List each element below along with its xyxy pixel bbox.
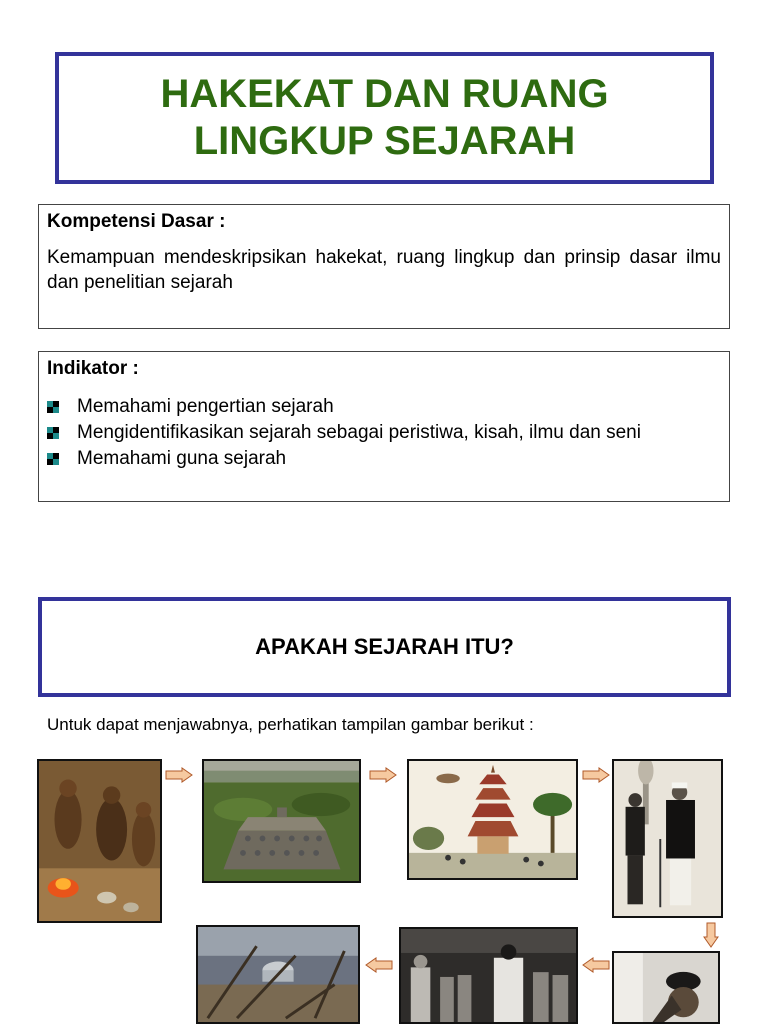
kompetensi-text: Kemampuan mendeskripsikan hakekat, ruang lingkup dan prinsip dasar ilmu dan penelitian sejarah [47,247,721,293]
indikator-panel [38,351,730,502]
square-bullet-icon [47,427,59,439]
indikator-heading: Indikator : [47,358,139,379]
war-ruins-photo [196,925,360,1024]
indikator-item-label: Mengidentifikasikan sejarah sebagai peristiwa, kisah, ilmu dan seni [77,422,641,443]
proclamation-photo [399,927,578,1024]
arrow-left-icon [582,957,610,973]
kompetensi-heading: Kompetensi Dasar : [47,211,226,232]
intro-text: Untuk dapat menjawabnya, perhatikan tampilan gambar berikut : [47,715,534,734]
list-item [47,420,721,446]
question-frame [38,597,731,697]
prehistoric-people-photo [37,759,162,923]
indikator-list [47,394,721,472]
indikator-item-label: Memahami guna sejarah [77,448,287,469]
list-item [47,446,721,472]
saluting-leader-photo [612,951,720,1024]
arrow-down-icon [703,922,719,948]
title-frame [55,52,714,184]
list-item [47,394,721,420]
arrow-right-icon [369,767,397,783]
borobudur-temple-photo [202,759,361,883]
square-bullet-icon [47,453,59,465]
arrow-right-icon [165,767,193,783]
square-bullet-icon [47,401,59,413]
kompetensi-panel [38,204,730,329]
arrow-right-icon [582,767,610,783]
pagoda-illustration [407,759,578,880]
colonial-officials-photo [612,759,723,918]
arrow-left-icon [365,957,393,973]
page-title-line-1: HAKEKAT DAN RUANG [160,72,609,116]
page-title-line-2: LINGKUP SEJARAH [193,119,576,163]
question-heading: APAKAH SEJARAH ITU? [255,634,514,659]
indikator-item-label: Memahami pengertian sejarah [77,396,334,417]
